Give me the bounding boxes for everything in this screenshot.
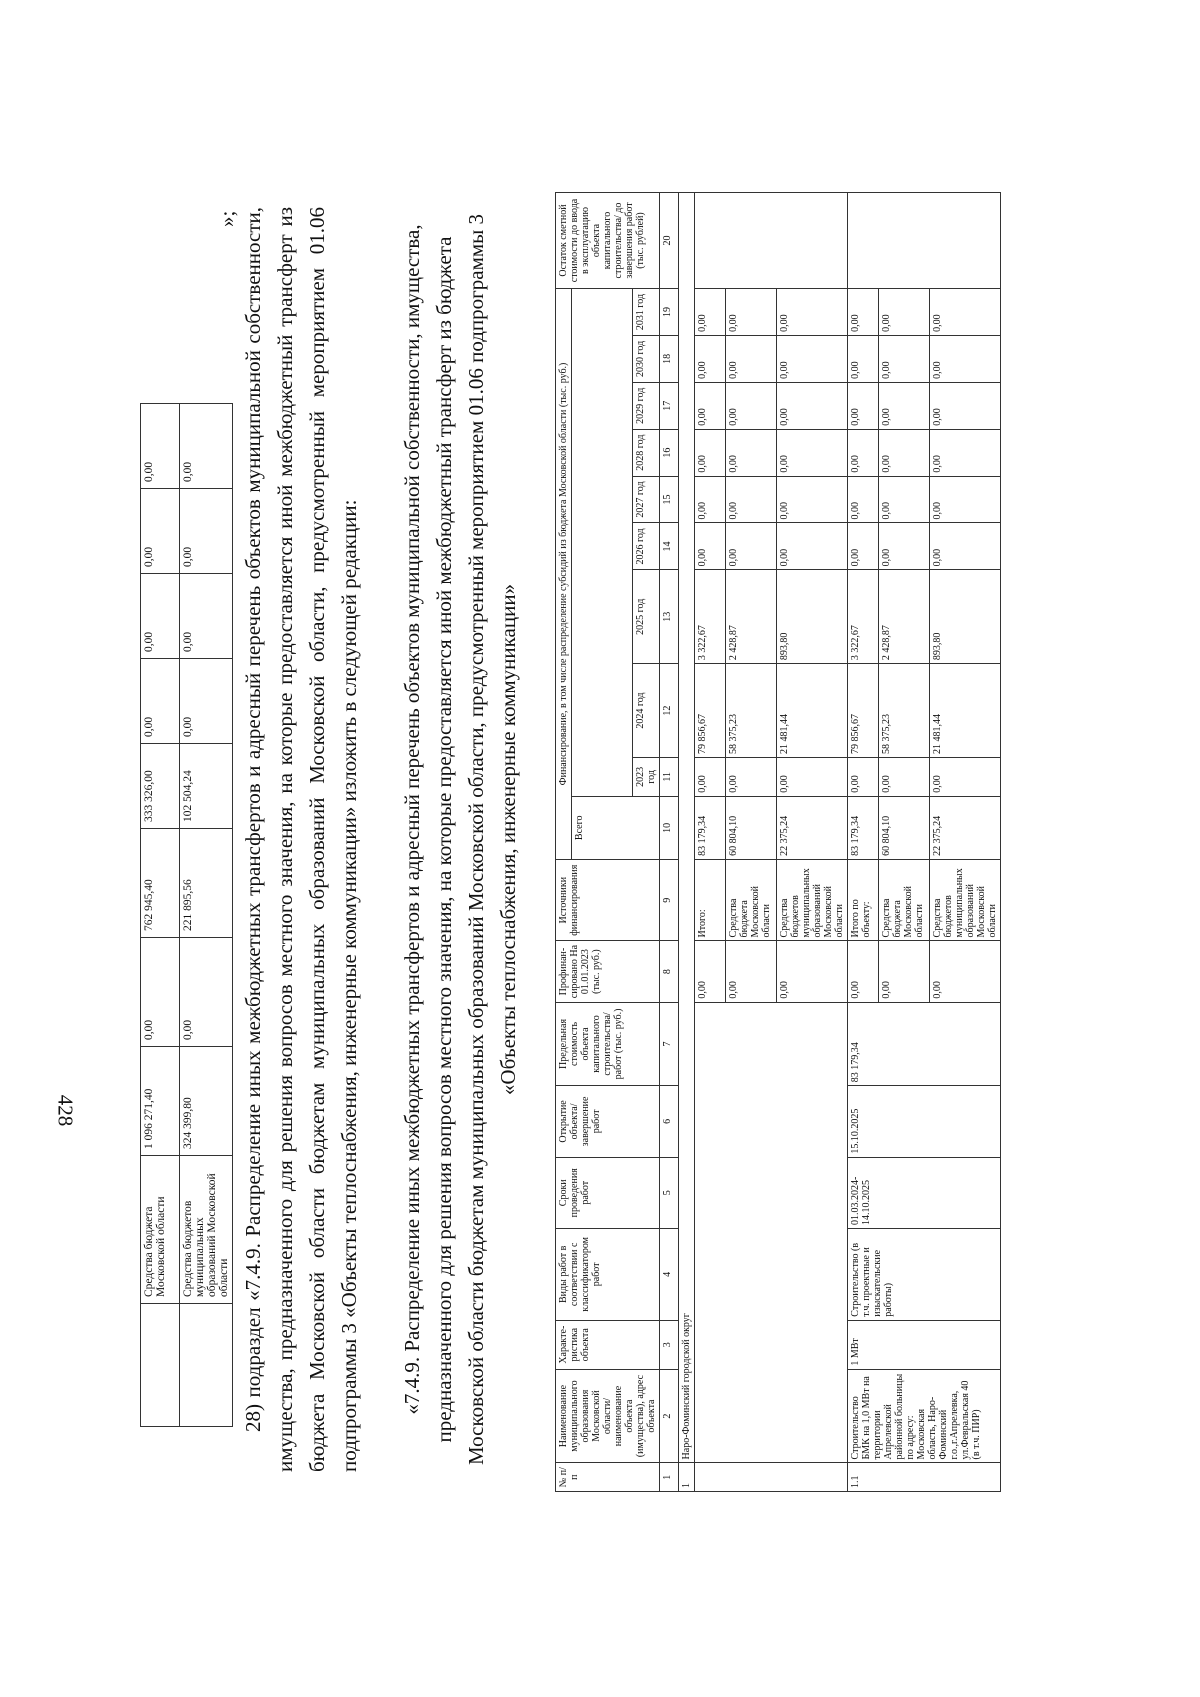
finance-year-value: 0,00 bbox=[695, 335, 726, 382]
column-number: 5 bbox=[660, 1157, 679, 1228]
header-2023: 2023 год bbox=[633, 757, 660, 796]
top-table-value: 333 326,00 bbox=[141, 744, 180, 829]
top-table-source: Средства бюджетов муниципальных образований Московской области bbox=[180, 1156, 233, 1304]
section-title: «7.4.9. Распределение иных межбюджетных трансфертов и адресный перечень объектов муниципальной собственности, имущества, предназначенного для решения вопросов местного значения, на которые предоставляется иной межбюджетный трансферт из бюджета Московской области бюджетам муниципальных образований Московской области, предусмотренный мероприятием 01.06 подпрограммы 3 «Объекты теплоснабжения, инженерные коммуникации» bbox=[400, 213, 520, 1466]
remaining-cost bbox=[848, 193, 1001, 289]
finance-year-value: 0,00 bbox=[879, 523, 930, 570]
finance-year-value: 58 375,23 bbox=[879, 664, 930, 758]
finance-year-value: 0,00 bbox=[879, 476, 930, 523]
funding-source: Средства бюджетов муниципальных образований Московской области bbox=[777, 859, 848, 941]
column-number: 11 bbox=[660, 757, 679, 796]
header-total: Всего bbox=[572, 796, 660, 859]
header-2024: 2024 год bbox=[633, 664, 660, 758]
header-year-group bbox=[572, 289, 633, 797]
top-table-empty-cell bbox=[180, 1304, 233, 1427]
finance-year-value: 2 428,87 bbox=[726, 570, 777, 664]
finance-year-value: 0,00 bbox=[726, 523, 777, 570]
finance-year-value: 0,00 bbox=[930, 476, 1001, 523]
finance-year-value: 0,00 bbox=[848, 382, 879, 429]
finance-year-value: 0,00 bbox=[777, 757, 848, 796]
finance-year-value: 0,00 bbox=[879, 289, 930, 336]
header-object-name: Наименование муниципального образования Московской области/ наименование объекта (имущества), адрес объекта bbox=[556, 1369, 660, 1463]
object-max-cost: 83 179,34 bbox=[848, 1002, 1001, 1086]
finance-year-value: 0,00 bbox=[848, 289, 879, 336]
finance-year-value: 0,00 bbox=[777, 429, 848, 476]
finance-year-value: 2 428,87 bbox=[879, 570, 930, 664]
top-table-value: 102 504,24 bbox=[180, 744, 233, 829]
finance-year-value: 0,00 bbox=[930, 335, 1001, 382]
district-name: Наро-Фоминский городской округ bbox=[679, 193, 695, 1463]
finance-year-value: 0,00 bbox=[695, 429, 726, 476]
top-table-value: 0,00 bbox=[141, 489, 180, 574]
header-work-type: Виды работ в соответствии с классификатором работ bbox=[556, 1228, 660, 1320]
column-number: 9 bbox=[660, 859, 679, 941]
finance-year-value: 0,00 bbox=[848, 335, 879, 382]
remaining-cost bbox=[695, 193, 848, 289]
district-blank-cells bbox=[695, 1002, 848, 1463]
top-table-value: 324 399,80 bbox=[180, 1047, 233, 1156]
object-row bbox=[848, 193, 879, 1492]
finance-total: 83 179,34 bbox=[848, 796, 879, 859]
top-table-value: 0,00 bbox=[141, 404, 180, 489]
finance-year-value: 0,00 bbox=[695, 757, 726, 796]
header-max-cost: Предельная стоимость объекта капитального строительства/ работ (тыс. руб.) bbox=[556, 1002, 660, 1086]
header-remaining: Остаток сметной стоимости до ввода в эксплуатацию объекта капитального строительства/ до завершения работ (тыс. рублей) bbox=[556, 193, 660, 289]
funding-source: Средства бюджета Московской области bbox=[726, 859, 777, 941]
finance-year-value: 0,00 bbox=[726, 757, 777, 796]
object-num: 1.1 bbox=[848, 1463, 1001, 1492]
column-number: 16 bbox=[660, 429, 679, 476]
district-finance-row bbox=[695, 193, 726, 1492]
object-work-type: Строительство (в т.ч. проектные и изыскательские работы) bbox=[848, 1228, 1001, 1320]
finance-year-value: 0,00 bbox=[777, 289, 848, 336]
column-number: 12 bbox=[660, 664, 679, 758]
prefinanced-value: 0,00 bbox=[879, 941, 930, 1002]
top-table-value: 0,00 bbox=[180, 938, 233, 1047]
finance-year-value: 3 322,67 bbox=[848, 570, 879, 664]
prefinanced-value: 0,00 bbox=[930, 941, 1001, 1002]
finance-year-value: 0,00 bbox=[930, 289, 1001, 336]
object-period: 01.03.2024-14.10.2025 bbox=[848, 1157, 1001, 1228]
object-opening: 15.10.2025 bbox=[848, 1086, 1001, 1157]
continuation-table bbox=[140, 403, 233, 1427]
finance-year-value: 0,00 bbox=[930, 523, 1001, 570]
finance-total: 22 375,24 bbox=[777, 796, 848, 859]
header-period: Сроки проведения работ bbox=[556, 1157, 660, 1228]
top-table-value: 0,00 bbox=[180, 574, 233, 659]
funding-source: Средства бюджета Московской области bbox=[879, 859, 930, 941]
finance-year-value: 0,00 bbox=[726, 429, 777, 476]
finance-year-value: 0,00 bbox=[695, 476, 726, 523]
finance-year-value: 0,00 bbox=[777, 476, 848, 523]
header-2029: 2029 год bbox=[633, 382, 660, 429]
column-number: 6 bbox=[660, 1086, 679, 1157]
top-table-empty-cell bbox=[141, 1304, 180, 1427]
prefinanced-value: 0,00 bbox=[777, 941, 848, 1002]
column-number: 2 bbox=[660, 1369, 679, 1463]
column-number: 15 bbox=[660, 476, 679, 523]
finance-year-value: 0,00 bbox=[879, 335, 930, 382]
header-2031: 2031 год bbox=[633, 289, 660, 336]
top-table-source: Средства бюджета Московской области bbox=[141, 1156, 180, 1304]
top-table-value: 762 945,40 bbox=[141, 829, 180, 938]
finance-year-value: 0,00 bbox=[848, 429, 879, 476]
district-num-cell bbox=[695, 1463, 848, 1492]
district-num: 1 bbox=[679, 1463, 695, 1492]
finance-year-value: 0,00 bbox=[848, 757, 879, 796]
finance-year-value: 58 375,23 bbox=[726, 664, 777, 758]
header-2026: 2026 год bbox=[633, 523, 660, 570]
finance-year-value: 0,00 bbox=[777, 382, 848, 429]
finance-year-value: 0,00 bbox=[695, 289, 726, 336]
finance-year-value: 0,00 bbox=[726, 335, 777, 382]
top-table-value: 1 096 271,40 bbox=[141, 1047, 180, 1156]
finance-year-value: 0,00 bbox=[848, 476, 879, 523]
column-number: 19 bbox=[660, 289, 679, 336]
header-2027: 2027 год bbox=[633, 476, 660, 523]
column-number: 20 bbox=[660, 193, 679, 289]
column-number: 1 bbox=[660, 1463, 679, 1492]
top-table-value: 0,00 bbox=[141, 938, 180, 1047]
closing-quote: »; bbox=[215, 210, 239, 227]
column-number: 18 bbox=[660, 335, 679, 382]
column-number: 14 bbox=[660, 523, 679, 570]
object-characteristic: 1 МВт bbox=[848, 1320, 1001, 1369]
header-characteristic: Характе-ристика объекта bbox=[556, 1320, 660, 1369]
finance-total: 60 804,10 bbox=[879, 796, 930, 859]
paragraph-28: 28) подраздел «7.4.9. Распределение иных межбюджетных трансфертов и адресный перечень объектов муниципальной собственности, имущества, предназначенного для решения вопросов местного значения, на которые предоставляется иной межбюджетный трансферт из бюджета Московской области бюджетам муниципальных образований Московской области, предусмотренный мероприятием 01.06 подпрограммы 3 «Объекты теплоснабжения, инженерные коммуникации» изложить в следующей редакции: bbox=[241, 207, 361, 1472]
finance-year-value: 0,00 bbox=[879, 429, 930, 476]
prefinanced-value: 0,00 bbox=[695, 941, 726, 1002]
finance-total: 22 375,24 bbox=[930, 796, 1001, 859]
finance-year-value: 0,00 bbox=[930, 757, 1001, 796]
finance-year-value: 0,00 bbox=[879, 382, 930, 429]
main-table bbox=[555, 192, 1001, 1492]
finance-year-value: 0,00 bbox=[930, 382, 1001, 429]
finance-year-value: 0,00 bbox=[695, 523, 726, 570]
column-number-row bbox=[660, 193, 679, 1492]
column-number: 10 bbox=[660, 796, 679, 859]
object-name: Строительство БМК на 1,0 МВт на территории Апрелевской районной больницы по адресу: Московская область, Наро-Фоминский г.о.,г.Апрелевка, ул.Февральская 40 (в т.ч. ПИР) bbox=[848, 1369, 1001, 1463]
finance-total: 83 179,34 bbox=[695, 796, 726, 859]
finance-year-value: 0,00 bbox=[695, 382, 726, 429]
top-table-value: 0,00 bbox=[141, 659, 180, 744]
funding-source: Итого по объекту: bbox=[848, 859, 879, 941]
finance-year-value: 0,00 bbox=[777, 335, 848, 382]
funding-source: Средства бюджетов муниципальных образований Московской области bbox=[930, 859, 1001, 941]
finance-year-value: 0,00 bbox=[777, 523, 848, 570]
finance-year-value: 0,00 bbox=[879, 757, 930, 796]
header-source: Источники финансирования bbox=[556, 859, 660, 941]
finance-year-value: 21 481,44 bbox=[930, 664, 1001, 758]
top-table-row bbox=[180, 404, 233, 1427]
finance-year-value: 79 856,67 bbox=[848, 664, 879, 758]
top-table-value: 0,00 bbox=[180, 489, 233, 574]
column-number: 7 bbox=[660, 1002, 679, 1086]
prefinanced-value: 0,00 bbox=[848, 941, 879, 1002]
header-opening: Открытие объекта/ завершение работ bbox=[556, 1086, 660, 1157]
header-2025: 2025 год bbox=[633, 570, 660, 664]
finance-year-value: 0,00 bbox=[726, 382, 777, 429]
finance-year-value: 0,00 bbox=[930, 429, 1001, 476]
district-row bbox=[679, 193, 695, 1492]
header-financing: Финансирование, в том числе распределение субсидий из бюджета Московской области (тыс. руб.) bbox=[556, 289, 572, 860]
page-number: 428 bbox=[53, 1094, 78, 1127]
header-2028: 2028 год bbox=[633, 429, 660, 476]
column-number: 17 bbox=[660, 382, 679, 429]
finance-year-value: 0,00 bbox=[848, 523, 879, 570]
finance-total: 60 804,10 bbox=[726, 796, 777, 859]
column-number: 8 bbox=[660, 941, 679, 1002]
top-table-value: 0,00 bbox=[141, 574, 180, 659]
top-table-row bbox=[141, 404, 180, 1427]
header-num: № п/п bbox=[556, 1463, 660, 1492]
funding-source: Итого: bbox=[695, 859, 726, 941]
column-number: 3 bbox=[660, 1320, 679, 1369]
top-table-value: 0,00 bbox=[180, 404, 233, 489]
finance-year-value: 0,00 bbox=[726, 289, 777, 336]
finance-year-value: 0,00 bbox=[726, 476, 777, 523]
finance-year-value: 893,80 bbox=[930, 570, 1001, 664]
top-table-value: 0,00 bbox=[180, 659, 233, 744]
prefinanced-value: 0,00 bbox=[726, 941, 777, 1002]
header-prefinanced: Профинан-сировано На 01.01.2023 (тыс. руб.) bbox=[556, 941, 660, 1002]
finance-year-value: 21 481,44 bbox=[777, 664, 848, 758]
column-number: 13 bbox=[660, 570, 679, 664]
column-number: 4 bbox=[660, 1228, 679, 1320]
finance-year-value: 79 856,67 bbox=[695, 664, 726, 758]
finance-year-value: 893,80 bbox=[777, 570, 848, 664]
header-2030: 2030 год bbox=[633, 335, 660, 382]
top-table-value: 221 895,56 bbox=[180, 829, 233, 938]
finance-year-value: 3 322,67 bbox=[695, 570, 726, 664]
